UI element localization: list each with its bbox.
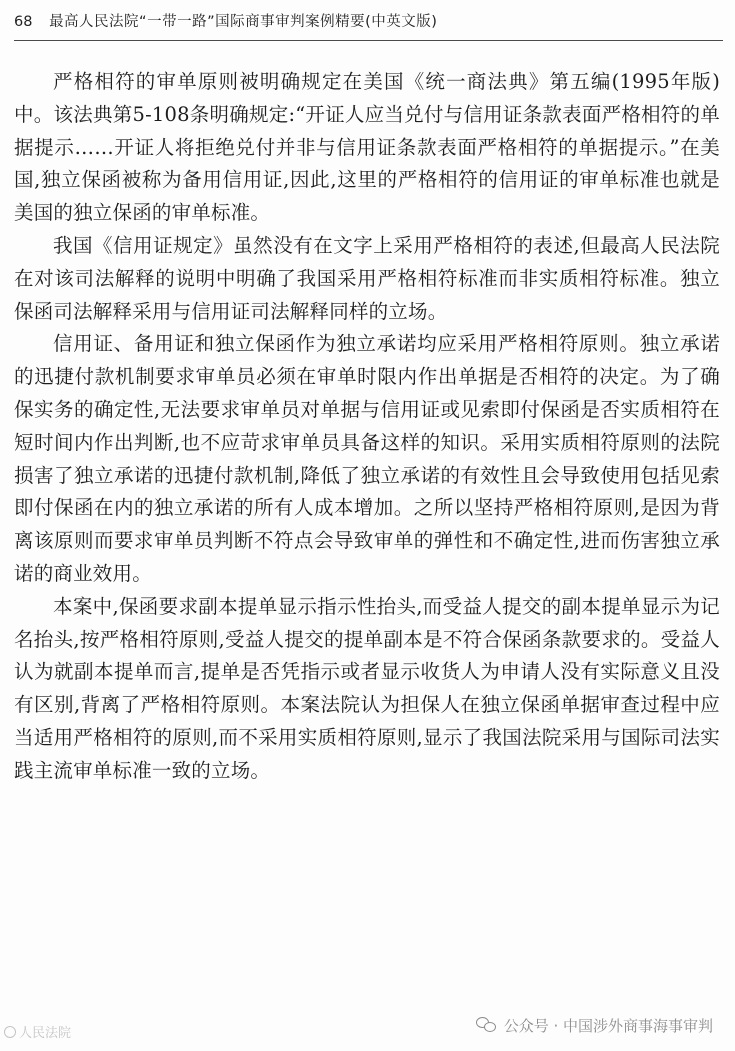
- page-header: [14, 10, 723, 41]
- court-logo-icon: [4, 1026, 16, 1038]
- court-watermark-text: 人民法院: [19, 1026, 72, 1041]
- court-watermark: [4, 1022, 71, 1041]
- wechat-watermark-text: 公众号 · 中国涉外商事海事审判: [503, 1016, 713, 1035]
- paragraph-1: 严格相符的审单原则被明确规定在美国《统一商法典》第五编(1995年版)中。该法典第5-108条明确规定:“开证人应当兑付与信用证条款表面严格相符的单据提示……开证人将拒绝兑付并非与信用证条款表面严格相符的单据提示。”在美国,独立保函被称为备用信用证,因此,这里的严格相符的信用证的审单标准也就是美国的独立保函的审单标准。: [14, 70, 720, 225]
- wechat-icon: [476, 1016, 498, 1034]
- body-text: [14, 66, 720, 788]
- page-number: 68: [14, 14, 33, 30]
- wechat-watermark: [476, 1013, 713, 1037]
- paragraph-4: 本案中,保函要求副本提单显示指示性抬头,而受益人提交的副本提单显示为记名抬头,按严格相符原则,受益人提交的提单副本是不符合保函条款要求的。受益人认为就副本提单而言,提单是否凭指示或者显示收货人为申请人没有实际意义且没有区别,背离了严格相符原则。本案法院认为担保人在独立保函单据审查过程中应当适用严格相符的原则,而不采用实质相符原则,显示了我国法院采用与国际司法实践主流审单标准一致的立场。: [14, 594, 720, 782]
- paragraph-3: 信用证、备用证和独立保函作为独立承诺均应采用严格相符原则。独立承诺的迅捷付款机制要求审单员必须在审单时限内作出单据是否相符的决定。为了确保实务的确定性,无法要求审单员对单据与信用证或见索即付保函是否实质相符在短时间内作出判断,也不应苛求审单员具备这样的知识。采用实质相符原则的法院损害了独立承诺的迅捷付款机制,降低了独立承诺的有效性且会导致使用包括见索即付保函在内的独立承诺的所有人成本增加。之所以坚持严格相符原则,是因为背离该原则而要求审单员判断不符点会导致审单的弹性和不确定性,进而伤害独立承诺的商业效用。: [14, 332, 720, 585]
- paragraph-2: 我国《信用证规定》虽然没有在文字上采用严格相符的表述,但最高人民法院在对该司法解释的说明中明确了我国采用严格相符标准而非实质相符标准。独立保函司法解释采用与信用证司法解释同样的立场。: [14, 233, 720, 323]
- running-title: 最高人民法院“一带一路”国际商事审判案例精要(中英文版): [49, 14, 438, 30]
